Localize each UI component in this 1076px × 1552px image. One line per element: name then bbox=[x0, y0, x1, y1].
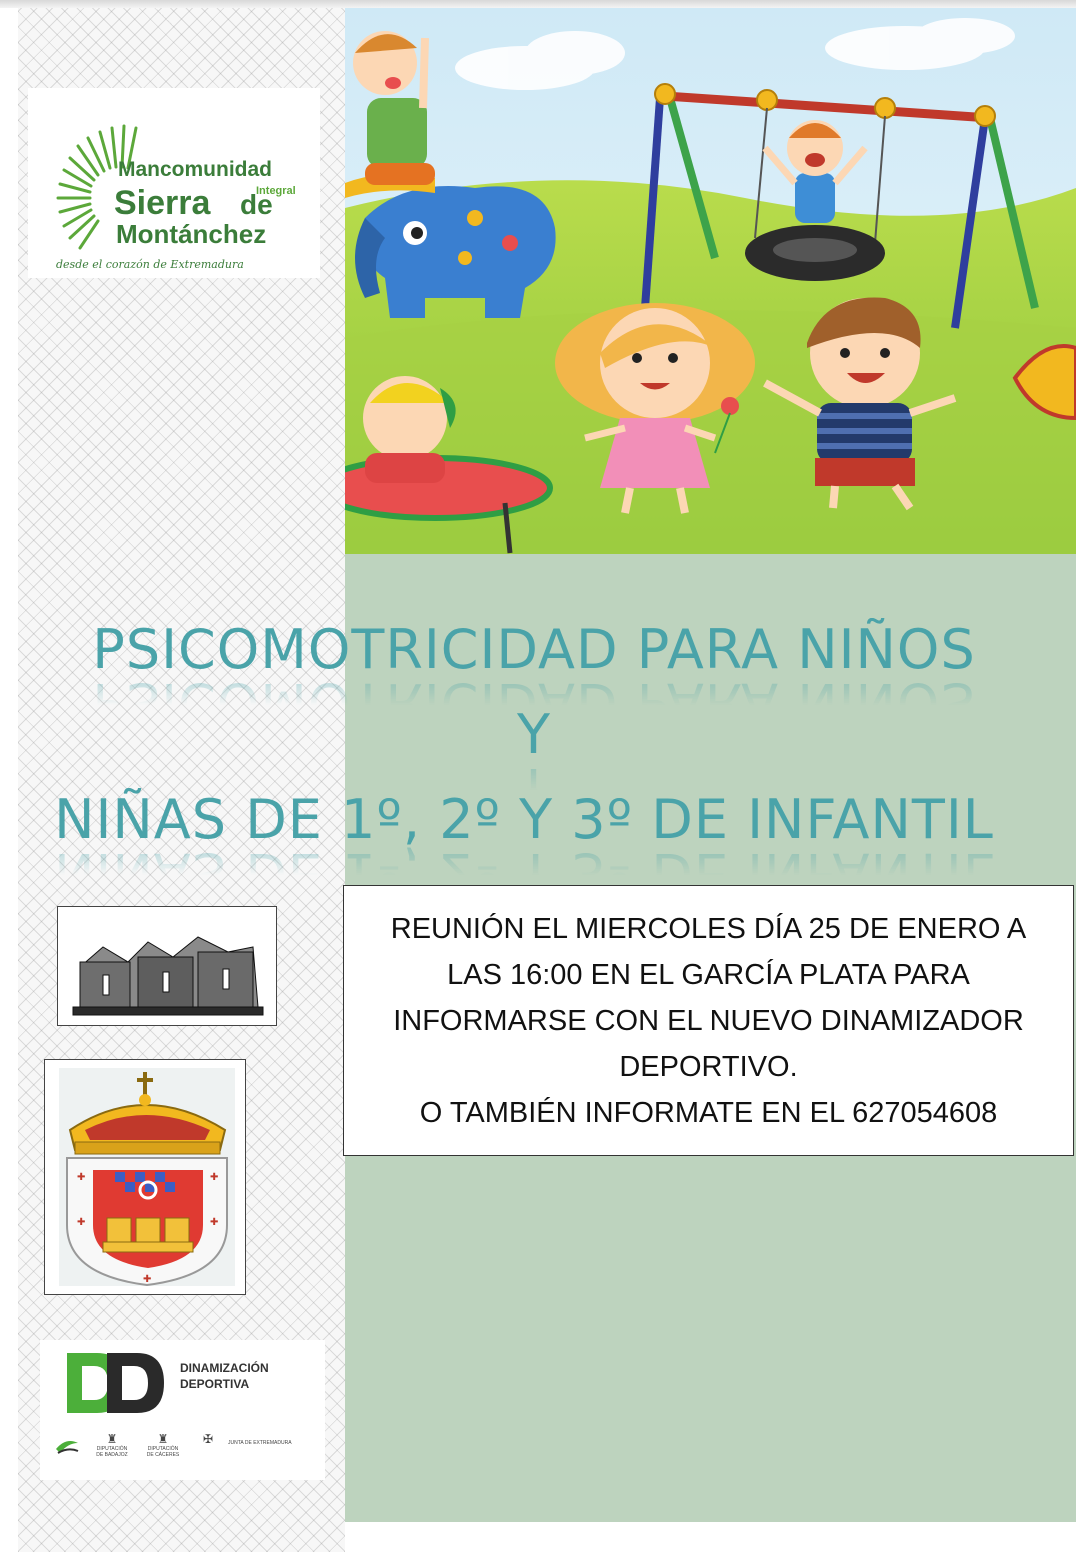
svg-text:✚: ✚ bbox=[210, 1217, 219, 1228]
logo-tagline: desde el corazón de Extremadura bbox=[56, 258, 244, 271]
sponsor-junta: JUNTA DE EXTREMADURA bbox=[228, 1440, 292, 1446]
swoosh-icon bbox=[54, 1433, 80, 1455]
sponsor-junta-emblem bbox=[195, 1432, 221, 1446]
logo-line2b: de bbox=[240, 189, 273, 220]
svg-text:✚: ✚ bbox=[77, 1217, 86, 1228]
playground-illustration bbox=[345, 8, 1076, 554]
info-line: REUNIÓN EL MIERCOLES DÍA 25 DE ENERO A bbox=[390, 912, 1027, 945]
sponsor-caceres bbox=[145, 1432, 181, 1458]
logo-line1: Mancomunidad bbox=[118, 158, 273, 181]
coat-of-arms bbox=[44, 1059, 246, 1295]
crest-icon: ♜ bbox=[106, 1432, 118, 1446]
top-bar bbox=[0, 0, 1076, 8]
sponsor-badajoz-label: DIPUTACIÓN DE BADAJOZ bbox=[96, 1446, 128, 1458]
dinamizacion-deportiva-logo bbox=[40, 1340, 325, 1480]
svg-text:✚: ✚ bbox=[143, 1274, 152, 1285]
logo-line3: Montánchez bbox=[116, 219, 267, 249]
dd-icon bbox=[62, 1348, 172, 1418]
emblem-icon: ✠ bbox=[202, 1432, 214, 1446]
dd-line2: DEPORTIVA bbox=[180, 1377, 250, 1391]
mancomunidad-logo bbox=[28, 88, 320, 278]
svg-text:✚: ✚ bbox=[210, 1172, 219, 1183]
logo-line2a: Sierra bbox=[114, 184, 211, 222]
dd-line1: DINAMIZACIÓN bbox=[180, 1361, 269, 1375]
sponsor-badajoz bbox=[95, 1432, 129, 1458]
sponsor-caceres-label: DIPUTACIÓN DE CÁCERES bbox=[146, 1446, 180, 1458]
child-with-cap bbox=[363, 376, 456, 483]
dd-text bbox=[180, 1360, 269, 1392]
svg-text:✚: ✚ bbox=[77, 1172, 86, 1183]
logo-integral: Integral bbox=[256, 185, 296, 197]
sunburst-icon bbox=[28, 88, 320, 278]
title-line1: PSICOMOTRICIDAD PARA NIÑOS bbox=[92, 618, 976, 681]
info-line: INFORMARSE CON EL NUEVO DINAMIZADOR bbox=[393, 1004, 1024, 1037]
title-line3: NIÑAS DE 1º, 2º Y 3º DE INFANTIL bbox=[54, 788, 994, 851]
title-line2: Y bbox=[517, 703, 551, 766]
info-line: DEPORTIVO. bbox=[619, 1050, 798, 1083]
church-logo bbox=[57, 906, 277, 1026]
info-line-phone: O TAMBIÉN INFORMATE EN EL 627054608 bbox=[419, 1096, 998, 1129]
crest-icon: ♜ bbox=[157, 1432, 169, 1446]
info-line: LAS 16:00 EN EL GARCÍA PLATA PARA bbox=[447, 958, 970, 991]
info-box bbox=[343, 885, 1074, 1156]
